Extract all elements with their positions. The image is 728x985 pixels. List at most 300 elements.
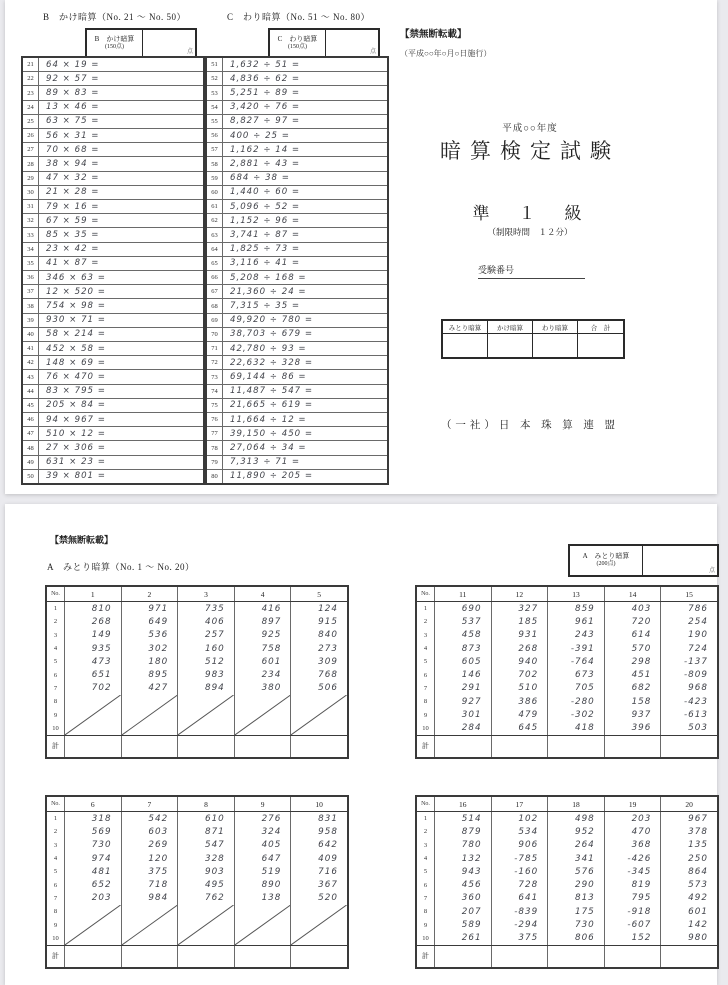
mitori-value: 135 <box>688 840 708 851</box>
slash-line <box>65 905 121 945</box>
mitori-value: 903 <box>178 865 235 878</box>
problem-expression: 754 × 98 = <box>46 301 106 312</box>
mitori-value: 958 <box>318 826 338 837</box>
mitori-row-number: 2 <box>417 825 435 838</box>
mitori-crossed-cell <box>178 695 235 735</box>
mitori-row-number: 3 <box>47 629 65 642</box>
mitori-no-header: No. <box>47 797 65 811</box>
exam-grade: 準 １ 級 <box>472 204 588 223</box>
problem-number: 39 <box>23 314 39 327</box>
problem-expression: 76 × 470 = <box>46 372 106 383</box>
problem-number: 43 <box>23 370 39 383</box>
mitori-value: 780 <box>435 839 492 852</box>
mitori-value: 368 <box>605 839 662 852</box>
issue-date: （平成○○年○月○日施行） <box>400 49 492 58</box>
problem-expression: 11,664 ÷ 12 = <box>230 414 307 425</box>
slash-line <box>178 695 234 735</box>
problem-row <box>207 85 387 99</box>
mitori-value: 610 <box>178 812 235 825</box>
mitori-value: 102 <box>492 812 549 825</box>
mitori-sum-cell <box>661 946 717 967</box>
mitori-value: 890 <box>235 878 292 891</box>
problem-row <box>23 426 203 440</box>
problem-row <box>207 469 387 483</box>
problem-number: 45 <box>23 399 39 412</box>
problem-row <box>23 227 203 241</box>
problem-row <box>23 455 203 469</box>
mitori-header-row <box>47 797 347 812</box>
mitori-value: 705 <box>548 682 605 695</box>
problem-number: 35 <box>23 257 39 270</box>
mitori-data-row <box>417 655 717 668</box>
problem-number: 26 <box>23 129 39 142</box>
problem-expression: 5,208 ÷ 168 = <box>230 272 307 283</box>
mitori-value: 473 <box>65 655 122 668</box>
mitori-value: -423 <box>684 696 708 707</box>
problem-number: 34 <box>23 243 39 256</box>
problem-number: 36 <box>23 271 39 284</box>
mitori-value: 406 <box>178 615 235 628</box>
mitori-column-header: 12 <box>492 587 549 601</box>
mitori-sum-label: 計 <box>47 946 65 967</box>
kake-score-unit: 点 <box>186 49 193 55</box>
kake-score-box <box>85 28 197 58</box>
problem-number: 60 <box>207 186 223 199</box>
mitori-value: 897 <box>235 615 292 628</box>
mitori-value: 185 <box>492 615 549 628</box>
mitori-value: 728 <box>492 878 549 891</box>
mitori-slashed-rows <box>47 905 347 945</box>
mitori-value: 573 <box>688 880 708 891</box>
mitori-row-number: 4 <box>47 852 65 865</box>
problem-row <box>23 242 203 256</box>
problem-expression: 69,144 ÷ 86 = <box>230 372 307 383</box>
problem-expression: 49,920 ÷ 780 = <box>230 315 314 326</box>
mitori-data-row <box>47 642 347 655</box>
problem-expression: 346 × 63 = <box>46 272 106 283</box>
mitori-table-1-5 <box>45 585 349 759</box>
problem-row <box>207 355 387 369</box>
mitori-sum-row <box>417 945 717 967</box>
mitori-sum-cell <box>291 946 347 967</box>
mitori-value: 290 <box>548 878 605 891</box>
mitori-value: 152 <box>605 932 662 945</box>
mitori-sum-row <box>417 735 717 757</box>
problem-row <box>207 384 387 398</box>
problem-row <box>23 284 203 298</box>
mitori-row-number: 2 <box>47 615 65 628</box>
mitori-value: 498 <box>548 812 605 825</box>
mitori-data-row <box>417 682 717 695</box>
mitori-data-row <box>417 629 717 642</box>
problem-expression: 5,251 ÷ 89 = <box>230 88 301 98</box>
problem-number: 30 <box>23 186 39 199</box>
mitori-value: 380 <box>235 682 292 695</box>
mitori-value: 735 <box>178 602 235 615</box>
mitori-sum-cell <box>492 946 549 967</box>
mitori-value: 416 <box>235 602 292 615</box>
mitori-header-row <box>47 587 347 602</box>
problem-row <box>23 171 203 185</box>
mitori-value: 702 <box>492 668 549 681</box>
mitori-sum-cell <box>65 946 122 967</box>
mitori-value: 458 <box>435 629 492 642</box>
problem-expression: 38,703 ÷ 679 = <box>230 329 314 340</box>
mitori-score-unit: 点 <box>708 568 715 574</box>
mitori-score-box-label: A みとり暗算 <box>582 552 630 561</box>
mitori-data-row <box>417 878 717 891</box>
mitori-value: 375 <box>492 932 549 945</box>
mitori-value: 758 <box>235 642 292 655</box>
mitori-value: 536 <box>122 629 179 642</box>
problem-expression: 92 × 57 = <box>46 73 100 84</box>
exam-title: 暗算検定試験 <box>440 139 620 163</box>
summary-cell-total <box>578 334 623 357</box>
mitori-value: 261 <box>435 932 492 945</box>
mitori-value: 403 <box>605 602 662 615</box>
mitori-data-row <box>417 708 717 721</box>
problem-row <box>207 185 387 199</box>
problem-row <box>207 171 387 185</box>
mitori-value: 601 <box>235 655 292 668</box>
problem-expression: 4,836 ÷ 62 = <box>230 73 301 84</box>
mitori-value: -785 <box>492 852 549 865</box>
problem-expression: 1,632 ÷ 51 = <box>230 59 301 70</box>
problem-number: 27 <box>23 143 39 156</box>
problem-number: 70 <box>207 328 223 341</box>
mitori-value: 142 <box>688 920 708 931</box>
problem-number: 44 <box>23 385 39 398</box>
problem-number: 52 <box>207 72 223 85</box>
mitori-value: 534 <box>492 825 549 838</box>
problem-expression: 39 × 801 = <box>46 471 106 482</box>
mitori-value: 203 <box>65 892 122 905</box>
summary-cell-wari <box>533 334 578 357</box>
problem-number: 54 <box>207 101 223 114</box>
problem-number: 63 <box>207 228 223 241</box>
mitori-value: 810 <box>65 602 122 615</box>
mitori-column-header: 6 <box>65 797 122 811</box>
mitori-value: -613 <box>684 710 708 721</box>
mitori-slashed-row-numbers <box>47 905 65 945</box>
problem-expression: 39,150 ÷ 450 = <box>230 428 314 439</box>
mitori-value: 786 <box>688 603 708 614</box>
mitori-value: 943 <box>435 865 492 878</box>
problem-expression: 42,780 ÷ 93 = <box>230 343 307 354</box>
problem-expression: 510 × 12 = <box>46 428 106 439</box>
problem-expression: 631 × 23 = <box>46 457 106 468</box>
mitori-row-number: 10 <box>417 932 435 945</box>
mitori-value: 647 <box>235 852 292 865</box>
mitori-crossed-cell <box>65 905 122 945</box>
mitori-row-number: 5 <box>47 865 65 878</box>
mitori-value: 254 <box>688 616 708 627</box>
mitori-data-row <box>417 932 717 945</box>
mitori-sum-cell <box>605 946 662 967</box>
mitori-value: 158 <box>605 695 662 708</box>
mitori-value: 690 <box>435 602 492 615</box>
problem-expression: 3,741 ÷ 87 = <box>230 230 301 241</box>
mitori-row-number: 3 <box>417 839 435 852</box>
mitori-data-row <box>47 852 347 865</box>
mitori-value: 873 <box>435 642 492 655</box>
mitori-row-number: 6 <box>47 668 65 681</box>
mitori-value: 405 <box>235 839 292 852</box>
problem-expression: 13 × 46 = <box>46 102 100 113</box>
wari-problem-table <box>205 56 389 485</box>
problem-expression: 41 × 87 = <box>46 258 100 269</box>
mitori-value: 718 <box>122 878 179 891</box>
mitori-data-row <box>417 852 717 865</box>
problem-expression: 400 ÷ 25 = <box>230 130 290 141</box>
mitori-value: 762 <box>178 892 235 905</box>
mitori-value: 547 <box>178 839 235 852</box>
mitori-sum-cell <box>178 736 235 757</box>
problem-expression: 3,116 ÷ 41 = <box>230 258 301 269</box>
page-1-problems-and-cover <box>5 0 717 494</box>
problem-number: 42 <box>23 356 39 369</box>
mitori-value: 138 <box>235 892 292 905</box>
mitori-no-header: No. <box>417 587 435 601</box>
mitori-value: -809 <box>684 670 708 681</box>
mitori-column-header: 11 <box>435 587 492 601</box>
mitori-value: 895 <box>122 668 179 681</box>
mitori-sum-label: 計 <box>417 736 435 757</box>
fiscal-year: 平成○○年度 <box>502 124 558 134</box>
mitori-value: 952 <box>548 825 605 838</box>
mitori-value: 492 <box>688 893 708 904</box>
mitori-value: 284 <box>435 722 492 735</box>
mitori-sum-cell <box>178 946 235 967</box>
mitori-value: 367 <box>318 880 338 891</box>
problem-row <box>207 100 387 114</box>
mitori-value: 642 <box>318 840 338 851</box>
mitori-data-row <box>47 865 347 878</box>
problem-row <box>207 71 387 85</box>
problem-number: 48 <box>23 441 39 454</box>
problem-number: 75 <box>207 399 223 412</box>
mitori-value: 576 <box>548 865 605 878</box>
mitori-crossed-cell <box>235 695 292 735</box>
problem-row <box>207 213 387 227</box>
mitori-row-number: 10 <box>417 722 435 735</box>
mitori-data-row <box>47 812 347 825</box>
problem-number: 74 <box>207 385 223 398</box>
wari-score-box <box>268 28 380 58</box>
slash-line <box>122 905 178 945</box>
mitori-value: 456 <box>435 878 492 891</box>
mitori-value: 328 <box>178 852 235 865</box>
mitori-value: 730 <box>65 839 122 852</box>
mitori-row-number: 9 <box>417 918 435 931</box>
mitori-value: 120 <box>122 852 179 865</box>
problem-number: 37 <box>23 285 39 298</box>
mitori-value: 203 <box>605 812 662 825</box>
mitori-value: 427 <box>122 682 179 695</box>
mitori-value: 243 <box>548 629 605 642</box>
mitori-crossed-cell <box>291 695 347 735</box>
problem-number: 53 <box>207 86 223 99</box>
mitori-row-number: 8 <box>417 695 435 708</box>
mitori-value: 673 <box>548 668 605 681</box>
mitori-value: 268 <box>492 642 549 655</box>
problem-row <box>23 327 203 341</box>
mitori-value: 967 <box>688 813 708 824</box>
mitori-data-row <box>417 695 717 708</box>
mitori-value: 925 <box>235 629 292 642</box>
time-limit: （制限時間 １２分） <box>487 227 573 237</box>
score-summary-table <box>441 319 625 359</box>
mitori-crossed-cell <box>65 695 122 735</box>
slash-line <box>122 695 178 735</box>
mitori-slashed-row-numbers <box>47 695 65 735</box>
mitori-value: 871 <box>178 825 235 838</box>
mitori-crossed-cell <box>235 905 292 945</box>
problem-row <box>23 128 203 142</box>
problem-number: 47 <box>23 427 39 440</box>
mitori-value: 974 <box>65 852 122 865</box>
mitori-row-number: 4 <box>417 642 435 655</box>
mitori-value: 175 <box>548 905 605 918</box>
problem-number: 33 <box>23 228 39 241</box>
mitori-sum-cell <box>291 736 347 757</box>
problem-expression: 684 ÷ 38 = <box>230 173 290 184</box>
mitori-sum-cell <box>122 736 179 757</box>
problem-number: 55 <box>207 115 223 128</box>
problem-expression: 7,313 ÷ 71 = <box>230 457 301 468</box>
mitori-value: 360 <box>435 892 492 905</box>
mitori-sum-cell <box>235 946 292 967</box>
summary-header-mitori: みとり暗算 <box>443 321 488 334</box>
mitori-row-number: 6 <box>47 878 65 891</box>
problem-expression: 47 × 32 = <box>46 173 100 184</box>
mitori-column-header: 9 <box>235 797 292 811</box>
kake-score-box-label-cell <box>87 30 143 56</box>
problem-row <box>23 213 203 227</box>
mitori-value: 386 <box>492 695 549 708</box>
problem-expression: 3,420 ÷ 76 = <box>230 102 301 113</box>
mitori-row-number: 1 <box>417 602 435 615</box>
problem-expression: 23 × 42 = <box>46 244 100 255</box>
mitori-row-number: 5 <box>47 655 65 668</box>
slash-line <box>65 695 121 735</box>
mitori-value: -607 <box>605 918 662 931</box>
mitori-row-number: 9 <box>53 711 58 719</box>
problem-expression: 1,162 ÷ 14 = <box>230 144 301 155</box>
mitori-value: -918 <box>605 905 662 918</box>
problem-expression: 64 × 19 = <box>46 59 100 70</box>
mitori-value: 378 <box>688 826 708 837</box>
mitori-value: 257 <box>178 629 235 642</box>
kake-score-box-label: B かけ暗算 <box>94 34 135 43</box>
summary-header-kake: かけ暗算 <box>488 321 533 334</box>
mitori-sum-cell <box>548 946 605 967</box>
problem-number: 73 <box>207 370 223 383</box>
mitori-value: -391 <box>548 642 605 655</box>
mitori-row-number: 5 <box>417 865 435 878</box>
problem-expression: 452 × 58 = <box>46 343 106 354</box>
kake-section-heading: B かけ暗算（No. 21 ～ No. 50） <box>43 12 187 22</box>
mitori-value: 931 <box>492 629 549 642</box>
problem-row <box>207 114 387 128</box>
examinee-number-label: 受験番号 <box>478 265 515 275</box>
mitori-value: 481 <box>65 865 122 878</box>
mitori-value: 906 <box>492 839 549 852</box>
problem-number: 28 <box>23 157 39 170</box>
mitori-score-box <box>568 544 719 577</box>
mitori-crossed-cell <box>291 905 347 945</box>
wari-score-box-label: C わり暗算 <box>277 34 318 43</box>
problem-row <box>207 327 387 341</box>
mitori-value: 645 <box>492 722 549 735</box>
problem-number: 56 <box>207 129 223 142</box>
mitori-value: -280 <box>548 695 605 708</box>
problem-expression: 12 × 520 = <box>46 286 106 297</box>
mitori-data-row <box>417 642 717 655</box>
mitori-value: 276 <box>235 812 292 825</box>
problem-number: 68 <box>207 299 223 312</box>
mitori-score-entry-cell <box>643 546 717 575</box>
problem-expression: 38 × 94 = <box>46 159 100 170</box>
mitori-data-row <box>47 668 347 681</box>
mitori-sum-cell <box>548 736 605 757</box>
mitori-data-row <box>417 722 717 735</box>
mitori-value: 641 <box>492 892 549 905</box>
mitori-sum-cell <box>435 946 492 967</box>
mitori-sum-cell <box>492 736 549 757</box>
problem-expression: 79 × 16 = <box>46 201 100 212</box>
wari-section-heading: C わり暗算（No. 51 ～ No. 80） <box>227 12 371 22</box>
kake-score-box-points: (150点) <box>105 43 124 50</box>
mitori-row-number: 7 <box>47 892 65 905</box>
problem-number: 40 <box>23 328 39 341</box>
mitori-sum-cell <box>661 736 717 757</box>
mitori-value: 495 <box>178 878 235 891</box>
mitori-value: -137 <box>684 656 708 667</box>
mitori-value: 268 <box>65 615 122 628</box>
mitori-score-box-label-cell <box>570 546 643 575</box>
mitori-column-header: 14 <box>605 587 662 601</box>
mitori-value: -302 <box>548 708 605 721</box>
mitori-column-header: 1 <box>65 587 122 601</box>
mitori-value: 603 <box>122 825 179 838</box>
mitori-data-row <box>47 878 347 891</box>
problem-number: 46 <box>23 413 39 426</box>
problem-row <box>23 85 203 99</box>
problem-number: 21 <box>23 58 39 71</box>
problem-number: 66 <box>207 271 223 284</box>
problem-row <box>23 71 203 85</box>
problem-expression: 5,096 ÷ 52 = <box>230 201 301 212</box>
problem-expression: 930 × 71 = <box>46 315 106 326</box>
problem-expression: 89 × 83 = <box>46 88 100 98</box>
problem-row <box>207 426 387 440</box>
mitori-row-number: 7 <box>417 892 435 905</box>
mitori-value: 915 <box>318 616 338 627</box>
problem-row <box>207 156 387 170</box>
problem-number: 72 <box>207 356 223 369</box>
mitori-value: 859 <box>548 602 605 615</box>
wari-score-unit: 点 <box>369 49 376 55</box>
problem-row <box>207 284 387 298</box>
problem-number: 76 <box>207 413 223 426</box>
mitori-value: 927 <box>435 695 492 708</box>
problem-expression: 11,487 ÷ 547 = <box>230 386 314 397</box>
problem-number: 29 <box>23 172 39 185</box>
mitori-sum-label: 計 <box>417 946 435 967</box>
mitori-value: -160 <box>492 865 549 878</box>
problem-number: 64 <box>207 243 223 256</box>
